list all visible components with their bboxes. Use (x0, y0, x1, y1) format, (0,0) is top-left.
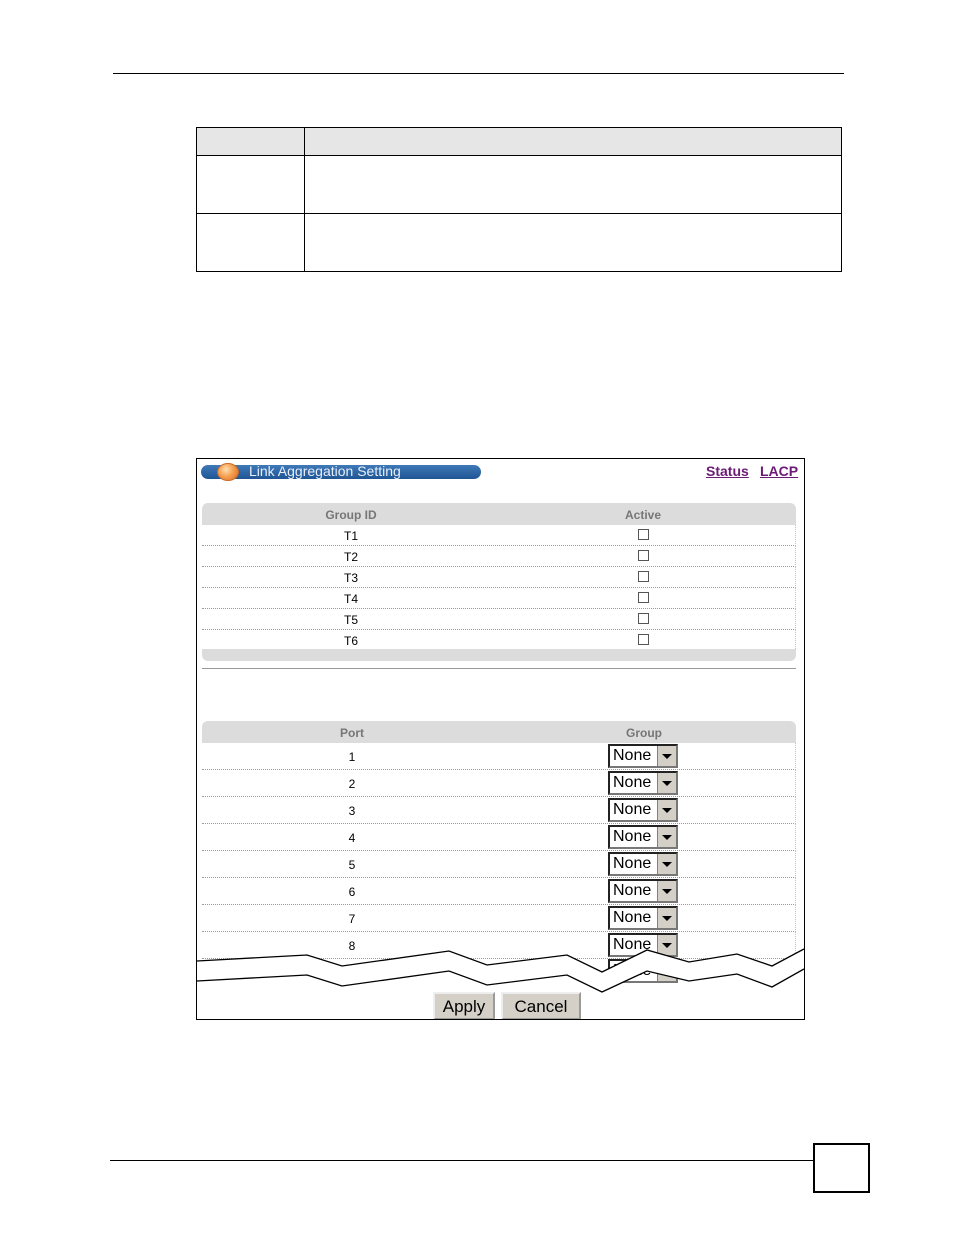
port-number-cell: 2 (348, 777, 356, 791)
group-id-cell: T4 (343, 592, 359, 606)
port-number-cell: 5 (348, 858, 356, 872)
link-aggregation-screen (196, 458, 805, 1020)
port-group-select[interactable]: None (608, 744, 678, 768)
group-id-cell: T1 (343, 529, 359, 543)
group-column-header: Group (626, 726, 662, 740)
lacp-link[interactable]: LACP (760, 463, 799, 479)
port-group-select[interactable]: None (608, 933, 678, 957)
description-table-header (197, 128, 841, 156)
port-number-cell: 7 (348, 912, 356, 926)
page-number-box (813, 1143, 870, 1193)
cancel-button[interactable]: Cancel (501, 992, 581, 1020)
description-table (196, 127, 842, 272)
port-number-cell: 3 (348, 804, 356, 818)
page-title: Link Aggregation Setting (249, 463, 401, 479)
port-group-select[interactable]: None (608, 825, 678, 849)
status-link[interactable]: Status (706, 463, 749, 479)
port-group-select[interactable]: None (608, 879, 678, 903)
port-column-header: Port (340, 726, 364, 740)
footer-rule (110, 1160, 815, 1161)
page-break-graphic (197, 459, 805, 1020)
port-number-cell: 8 (348, 939, 356, 953)
group-id-column-header: Group ID (325, 508, 377, 522)
port-number-cell: 6 (348, 885, 356, 899)
port-number-cell: 1 (348, 750, 356, 764)
apply-button[interactable]: Apply (433, 992, 495, 1020)
port-group-select[interactable]: None (608, 798, 678, 822)
port-group-select[interactable]: None (608, 906, 678, 930)
active-column-header: Active (624, 508, 662, 522)
header-rule (113, 73, 844, 74)
port-group-select[interactable]: None (608, 771, 678, 795)
group-id-cell: T6 (343, 634, 359, 648)
port-number-cell: 4 (348, 831, 356, 845)
group-id-cell: T5 (343, 613, 359, 627)
group-id-cell: T3 (343, 571, 359, 585)
port-group-select[interactable]: None (608, 852, 678, 876)
group-id-cell: T2 (343, 550, 359, 564)
